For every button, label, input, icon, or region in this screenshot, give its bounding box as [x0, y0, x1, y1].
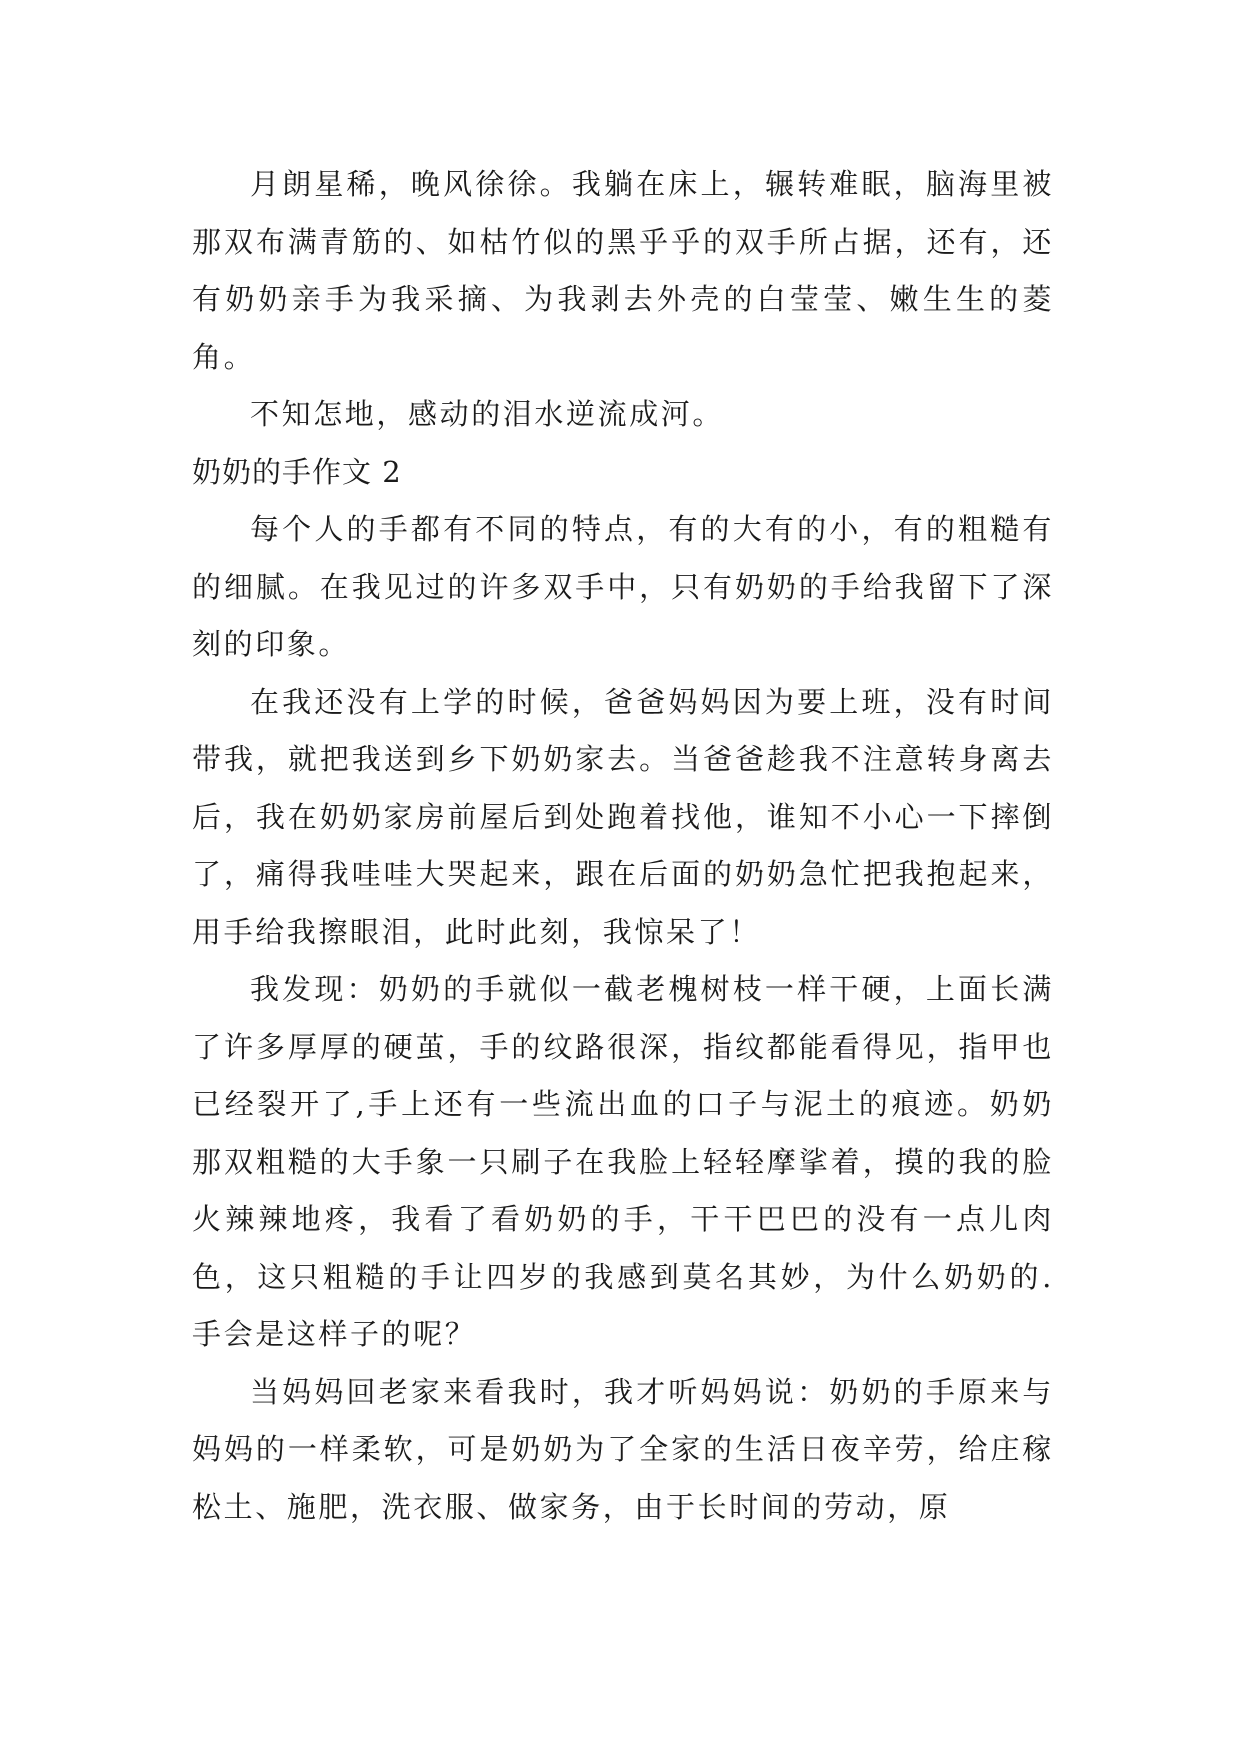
paragraph: 当妈妈回老家来看我时，我才听妈妈说：奶奶的手原来与妈妈的一样柔软，可是奶奶为了全家的生活日夜辛劳，给庄稼松土、施肥，洗衣服、做家务，由于长时间的劳动，原 [192, 1374, 1054, 1524]
essay-heading: 奶奶的手作文 2 [192, 454, 402, 489]
paragraph: 我发现：奶奶的手就似一截老槐树枝一样干硬，上面长满了许多厚厚的硬茧，手的纹路很深，指纹都能看得见，指甲也已经裂开了,手上还有一些流出血的口子与泥土的痕迹。奶奶那双粗糙的大手象一只刷子在我脸上轻轻摩挲着，摸的我的脸火辣辣地疼，我看了看奶奶的手，干干巴巴的没有一点儿肉色，这只粗糙的手让四岁的我感到莫名其妙，为什么奶奶的.手会是这样子的呢？ [192, 972, 1054, 1351]
paragraph: 在我还没有上学的时候，爸爸妈妈因为要上班，没有时间带我，就把我送到乡下奶奶家去。当爸爸趁我不注意转身离去后，我在奶奶家房前屋后到处跑着找他，谁知不小心一下摔倒了，痛得我哇哇大哭起来，跟在后面的奶奶急忙把我抱起来，用手给我擦眼泪，此时此刻，我惊呆了！ [192, 684, 1054, 949]
paragraph: 月朗星稀，晚风徐徐。我躺在床上，辗转难眠，脑海里被那双布满青筋的、如枯竹似的黑乎乎的双手所占据，还有，还有奶奶亲手为我采摘、为我剥去外壳的白莹莹、嫩生生的菱角。 [192, 167, 1054, 374]
paragraph: 每个人的手都有不同的特点，有的大有的小，有的粗糙有的细腻。在我见过的许多双手中，只有奶奶的手给我留下了深刻的印象。 [192, 512, 1054, 661]
document-body [192, 156, 1054, 1536]
paragraph: 不知怎地，感动的泪水逆流成河。 [250, 397, 725, 431]
